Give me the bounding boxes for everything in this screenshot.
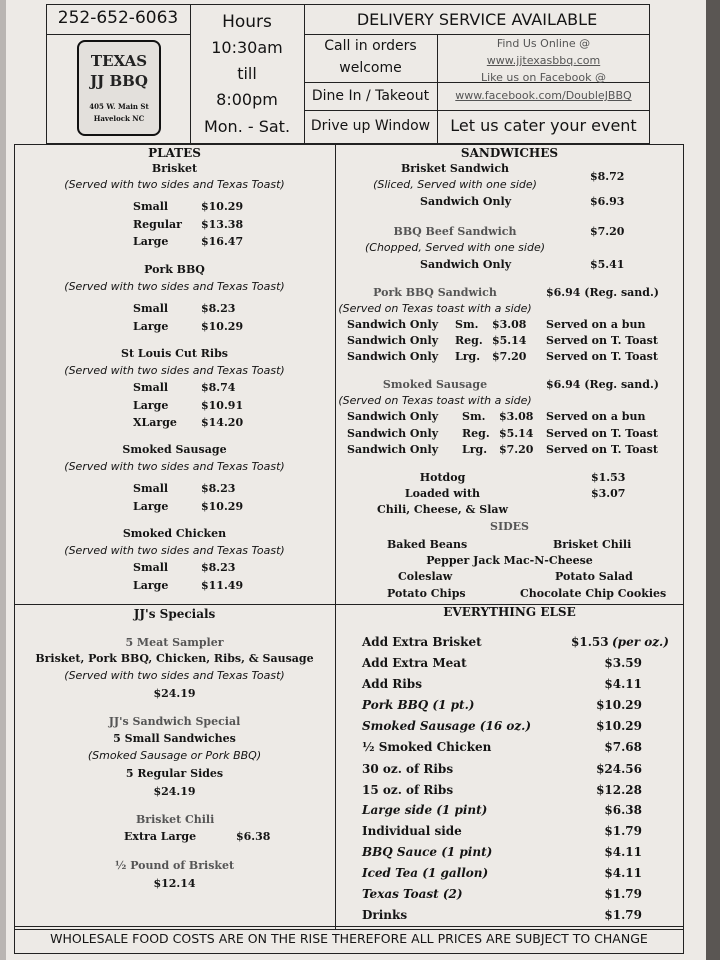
plate-sausage-price: $10.29: [201, 500, 244, 513]
side-baked-beans: Baked Beans: [387, 538, 468, 551]
sandwich-special-note: (Smoked Sausage or Pork BBQ): [87, 749, 262, 762]
sandwich-beef-only: Sandwich Only: [420, 258, 512, 271]
background-edge: [706, 0, 720, 960]
sandwich-pork-row-label: Sandwich Only: [347, 318, 439, 331]
logo-line-2: JJ BBQ: [90, 72, 148, 90]
everything-else-title: EVERYTHING ELSE: [443, 605, 576, 619]
sandwich-special-line2: 5 Regular Sides: [125, 767, 224, 780]
plate-sausage-size: Large: [133, 500, 169, 513]
hours-till: till: [237, 64, 257, 83]
plate-ribs-price: $14.20: [201, 416, 244, 429]
sandwich-special-price: $24.19: [153, 785, 196, 798]
sandwich-brisket-only-price: $6.93: [590, 195, 625, 208]
plate-chicken-note: (Served with two sides and Texas Toast): [64, 544, 285, 557]
sampler-note: (Served with two sides and Texas Toast): [64, 669, 285, 682]
plate-pork-size: Small: [133, 302, 169, 315]
sandwiches-title: SANDWICHES: [460, 146, 559, 160]
plate-ribs-size: Large: [133, 399, 169, 412]
special-chili-name: Brisket Chili: [136, 813, 215, 826]
plate-chicken-name: Smoked Chicken: [122, 527, 227, 540]
extra-item-name: Add Extra Meat: [362, 656, 467, 670]
sandwich-pork-row-price: $3.08: [492, 318, 527, 331]
plate-chicken-price: $8.23: [201, 561, 236, 574]
hours-days: Mon. - Sat.: [203, 117, 291, 136]
sandwich-pork-row-size: Lrg.: [455, 350, 481, 363]
plate-brisket-name: Brisket: [151, 162, 198, 175]
delivery-banner: DELIVERY SERVICE AVAILABLE: [356, 10, 598, 29]
sandwich-brisket-only: Sandwich Only: [420, 195, 512, 208]
sandwich-pork-row-serve: Served on a bun: [546, 318, 646, 331]
extra-item-price: $24.56: [596, 762, 642, 776]
extra-item-price: $10.29: [596, 719, 642, 733]
plate-ribs-note: (Served with two sides and Texas Toast): [64, 364, 285, 377]
sandwich-pork-name: Pork BBQ Sandwich: [373, 286, 497, 299]
phone-number[interactable]: 252-652-6063: [57, 8, 179, 28]
side-potato-salad: Potato Salad: [555, 570, 633, 583]
extra-item-name: Smoked Sausage (16 oz.): [362, 719, 532, 733]
sandwich-sausage-reg: $6.94 (Reg. sand.): [546, 378, 660, 391]
logo-address-2: Havelock NC: [93, 114, 145, 123]
hours-open: 10:30am: [211, 38, 283, 57]
sandwich-beef-price: $7.20: [590, 225, 625, 238]
sandwich-pork-row-size: Sm.: [455, 318, 479, 331]
dine-in-takeout: Dine In / Takeout: [311, 88, 430, 104]
hotdog-loaded-price: $3.07: [591, 487, 626, 500]
half-brisket-name: ½ Pound of Brisket: [114, 859, 235, 872]
extra-item-price: $4.11: [604, 677, 642, 691]
call-in-line-2: welcome: [339, 60, 402, 76]
side-potato-chips: Potato Chips: [387, 587, 466, 600]
extra-item-price: $3.59: [604, 656, 642, 670]
sides-title: SIDES: [490, 520, 529, 533]
extra-item-name: Individual side: [362, 824, 462, 838]
extra-item-name: Texas Toast (2): [362, 887, 463, 901]
sandwich-pork-row-size: Reg.: [455, 334, 483, 347]
website-link[interactable]: www.jjtexasbbq.com: [486, 54, 601, 67]
plate-pork-note: (Served with two sides and Texas Toast): [64, 280, 285, 293]
extra-item-name: ½ Smoked Chicken: [362, 740, 492, 754]
hotdog-name: Hotdog: [419, 471, 466, 484]
extra-item-price: $7.68: [604, 740, 642, 754]
side-coleslaw: Coleslaw: [398, 570, 453, 583]
sandwich-sausage-note: (Served on Texas toast with a side): [338, 394, 532, 407]
cater-banner: Let us cater your event: [450, 116, 637, 135]
extra-item-name: Drinks: [362, 908, 408, 922]
extra-item-price: $1.79: [604, 887, 642, 901]
sampler-price: $24.19: [153, 687, 196, 700]
extra-item-name: Large side (1 pint): [362, 803, 488, 817]
plate-brisket-price: $16.47: [201, 235, 244, 248]
plate-ribs-size: Small: [133, 381, 169, 394]
find-online-label: Find Us Online @: [496, 37, 591, 50]
special-chili-price: $6.38: [236, 830, 271, 843]
extra-item-price: $1.53: [571, 635, 609, 649]
sandwich-sausage-row-label: Sandwich Only: [347, 427, 439, 440]
hotdog-loaded: Loaded with: [404, 487, 481, 500]
plate-brisket-size: Large: [133, 235, 169, 248]
call-in-line-1: Call in orders: [324, 38, 417, 54]
sandwich-brisket-name: Brisket Sandwich: [400, 162, 510, 175]
sandwich-sausage-row-size: Reg.: [462, 427, 490, 440]
sandwich-sausage-row-label: Sandwich Only: [347, 443, 439, 456]
plate-sausage-price: $8.23: [201, 482, 236, 495]
plate-ribs-name: St Louis Cut Ribs: [121, 347, 228, 360]
extra-item-price: $4.11: [604, 866, 642, 880]
extra-item-name: 30 oz. of Ribs: [362, 762, 454, 776]
sandwich-special-name: JJ's Sandwich Special: [108, 715, 241, 728]
sandwich-sausage-name: Smoked Sausage: [382, 378, 488, 391]
plate-ribs-price: $8.74: [201, 381, 236, 394]
extra-item-name: 15 oz. of Ribs: [362, 783, 454, 797]
logo-line-1: TEXAS: [90, 52, 148, 70]
extra-item-name: Pork BBQ (1 pt.): [362, 698, 475, 712]
hours-close: 8:00pm: [216, 90, 278, 109]
sandwich-sausage-row-price: $5.14: [499, 427, 534, 440]
sandwich-brisket-price: $8.72: [590, 170, 625, 183]
sandwich-pork-row-serve: Served on T. Toast: [546, 350, 658, 363]
plate-chicken-size: Small: [133, 561, 169, 574]
plate-brisket-size: Small: [133, 200, 169, 213]
side-brisket-chili: Brisket Chili: [553, 538, 632, 551]
plate-brisket-price: $10.29: [201, 200, 244, 213]
sampler-name: 5 Meat Sampler: [125, 636, 224, 649]
plate-sausage-name: Smoked Sausage: [122, 443, 227, 456]
sandwich-sausage-row-serve: Served on T. Toast: [546, 443, 658, 456]
header-rule-drive: [304, 110, 650, 111]
sandwich-sausage-row-price: $7.20: [499, 443, 534, 456]
extra-item-price: $1.79: [604, 824, 642, 838]
sandwich-sausage-row-label: Sandwich Only: [347, 410, 439, 423]
extra-item-name: Add Ribs: [362, 677, 422, 691]
sandwich-pork-row-serve: Served on T. Toast: [546, 334, 658, 347]
sandwich-pork-row-label: Sandwich Only: [347, 350, 439, 363]
plate-sausage-size: Small: [133, 482, 169, 495]
sandwich-sausage-row-serve: Served on T. Toast: [546, 427, 658, 440]
half-brisket-price: $12.14: [153, 877, 196, 890]
facebook-label: Like us on Facebook @: [480, 71, 606, 84]
plate-brisket-note: (Served with two sides and Texas Toast): [64, 178, 285, 191]
sandwich-pork-row-label: Sandwich Only: [347, 334, 439, 347]
side-mac-n-cheese: Pepper Jack Mac-N-Cheese: [426, 554, 593, 567]
side-cookies: Chocolate Chip Cookies: [520, 587, 667, 600]
special-chili-size: Extra Large: [124, 830, 197, 843]
sandwich-pork-row-price: $7.20: [492, 350, 527, 363]
plate-brisket-size: Regular: [133, 218, 182, 231]
hotdog-price: $1.53: [591, 471, 626, 484]
plate-pork-name: Pork BBQ: [144, 263, 205, 276]
sandwich-sausage-row-serve: Served on a bun: [546, 410, 646, 423]
price-change-notice: WHOLESALE FOOD COSTS ARE ON THE RISE THEREFORE ALL PRICES ARE SUBJECT TO CHANGE: [50, 931, 648, 946]
extra-item-name: BBQ Sauce (1 pint): [362, 845, 493, 859]
logo-address-1: 405 W. Main St: [89, 102, 149, 111]
facebook-link[interactable]: www.facebook.com/DoubleJBBQ: [455, 89, 632, 102]
sandwich-beef-note: (Chopped, Served with one side): [364, 241, 546, 254]
sandwich-beef-only-price: $5.41: [590, 258, 625, 271]
extra-item-price: $12.28: [596, 783, 642, 797]
sandwich-pork-note: (Served on Texas toast with a side): [338, 302, 532, 315]
plate-brisket-price: $13.38: [201, 218, 244, 231]
sandwich-beef-name: BBQ Beef Sandwich: [393, 225, 517, 238]
sandwich-sausage-row-size: Sm.: [462, 410, 486, 423]
plate-pork-price: $10.29: [201, 320, 244, 333]
drive-up-window: Drive up Window: [310, 118, 431, 134]
extra-item-price: $10.29: [596, 698, 642, 712]
extra-item-price: $4.11: [604, 845, 642, 859]
hotdog-toppings: Chili, Cheese, & Slaw: [376, 503, 509, 516]
extra-item-price: $1.79: [604, 908, 642, 922]
sandwich-sausage-row-size: Lrg.: [462, 443, 488, 456]
plate-pork-size: Large: [133, 320, 169, 333]
grid-center-divider: [335, 144, 336, 930]
plates-title: PLATES: [148, 146, 201, 160]
extra-item-price: $6.38: [604, 803, 642, 817]
sampler-items: Brisket, Pork BBQ, Chicken, Ribs, & Sausage: [35, 652, 314, 665]
extra-item-name: Add Extra Brisket: [362, 635, 482, 649]
plate-pork-price: $8.23: [201, 302, 236, 315]
sandwich-pork-reg: $6.94 (Reg. sand.): [546, 286, 660, 299]
plate-chicken-size: Large: [133, 579, 169, 592]
sandwich-special-line1: 5 Small Sandwiches: [113, 732, 236, 745]
specials-title: JJ's Specials: [133, 607, 216, 621]
texas-jj-bbq-logo: [77, 40, 161, 136]
hours-title: Hours: [222, 12, 272, 32]
sandwich-sausage-row-price: $3.08: [499, 410, 534, 423]
plate-chicken-price: $11.49: [201, 579, 244, 592]
header-rule-phone: [46, 34, 190, 35]
extra-item-name: Iced Tea (1 gallon): [362, 866, 489, 880]
sandwich-pork-row-price: $5.14: [492, 334, 527, 347]
header-rule-delivery: [304, 34, 650, 35]
plate-ribs-size: XLarge: [133, 416, 177, 429]
sandwich-brisket-note: (Sliced, Served with one side): [373, 178, 537, 191]
plate-ribs-price: $10.91: [201, 399, 244, 412]
plate-sausage-note: (Served with two sides and Texas Toast): [64, 460, 285, 473]
extra-item-unit: (per oz.): [612, 635, 669, 649]
